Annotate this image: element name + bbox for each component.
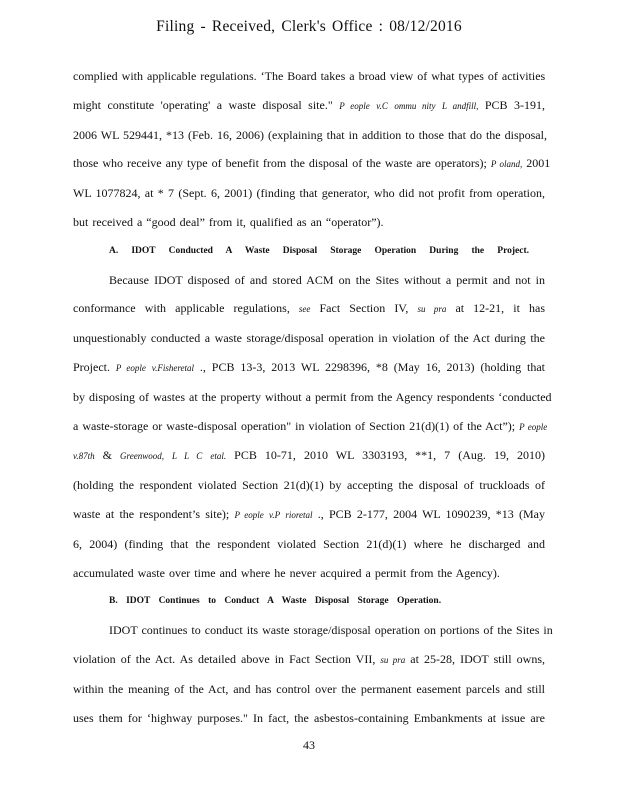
- text-line: (holding the respondent violated Section 21(d)(1) by accepting the disposal of truckloads of: [73, 478, 545, 493]
- text-line: WL 1077824, at * 7 (Sept. 6, 2001) (finding that generator, who did not profit from operation,: [73, 186, 545, 201]
- text-line: within the meaning of the Act, and has control over the permanent easement parcels and still: [73, 681, 545, 696]
- text-line: v.87th & Greenwood, L L C etal. PCB 10-71, 2010 WL 3303193, **1, 7 (Aug. 19, 2010): [73, 448, 545, 463]
- text-line: 2006 WL 529441, *13 (Feb. 16, 2006) (explaining that in addition to those that do the disposal,: [73, 127, 547, 142]
- text-line: violation of the Act. As detailed above in Fact Section VII, su pra at 25-28, IDOT still owns,: [73, 651, 545, 666]
- text-line: but received a “good deal” from it, qualified as an “operator”).: [73, 214, 384, 229]
- text-line: IDOT continues to conduct its waste storage/disposal operation on portions of the Sites in: [109, 623, 553, 638]
- section-heading-b: B. IDOT Continues to Conduct A Waste Disposal Storage Operation.: [109, 596, 442, 607]
- text-line: complied with applicable regulations. ‘The Board takes a broad view of what types of activities: [73, 69, 546, 83]
- page-number: 43: [303, 738, 315, 752]
- filing-header: Filing - Received, Clerk's Office : 08/12/2016: [156, 18, 462, 35]
- section-heading-a: A. IDOT Conducted A Waste Disposal Storage Operation During the Project.: [109, 245, 529, 256]
- text-line: waste at the respondent’s site); P eople v.P rioretal ., PCB 2-177, 2004 WL 1090239, *13 (May: [73, 506, 545, 521]
- text-line: accumulated waste over time and where he never acquired a permit from the Agency).: [73, 565, 500, 580]
- text-line: conformance with applicable regulations, see Fact Section IV, su pra at 12-21, it has: [73, 301, 545, 316]
- text-line: Because IDOT disposed of and stored ACM on the Sites without a permit and not in: [109, 272, 545, 287]
- document-body: [73, 68, 553, 738]
- text-line: uses them for ‘highway purposes." In fact, the asbestos-containing Embankments at issue are: [73, 710, 545, 725]
- text-line: by disposing of wastes at the property without a permit from the Agency respondents ‘conducted: [73, 389, 552, 404]
- text-line: might constitute 'operating' a waste disposal site." P eople v.C ommu nity L andfill, PCB 3-191,: [73, 97, 546, 112]
- text-line: Project. P eople v.Fisheretal ., PCB 13-3, 2013 WL 2298396, *8 (May 16, 2013) (holding that: [73, 359, 545, 374]
- text-line: those who receive any type of benefit from the disposal of the waste are operators); P oland, 2001: [73, 156, 551, 171]
- text-line: unquestionably conducted a waste storage/disposal operation in violation of the Act during the: [73, 331, 545, 346]
- text-line: a waste-storage or waste-disposal operation" in violation of Section 21(d)(1) of the Act”); P eople: [73, 418, 548, 433]
- text-line: 6, 2004) (finding that the respondent violated Section 21(d)(1) where he discharged and: [73, 536, 545, 551]
